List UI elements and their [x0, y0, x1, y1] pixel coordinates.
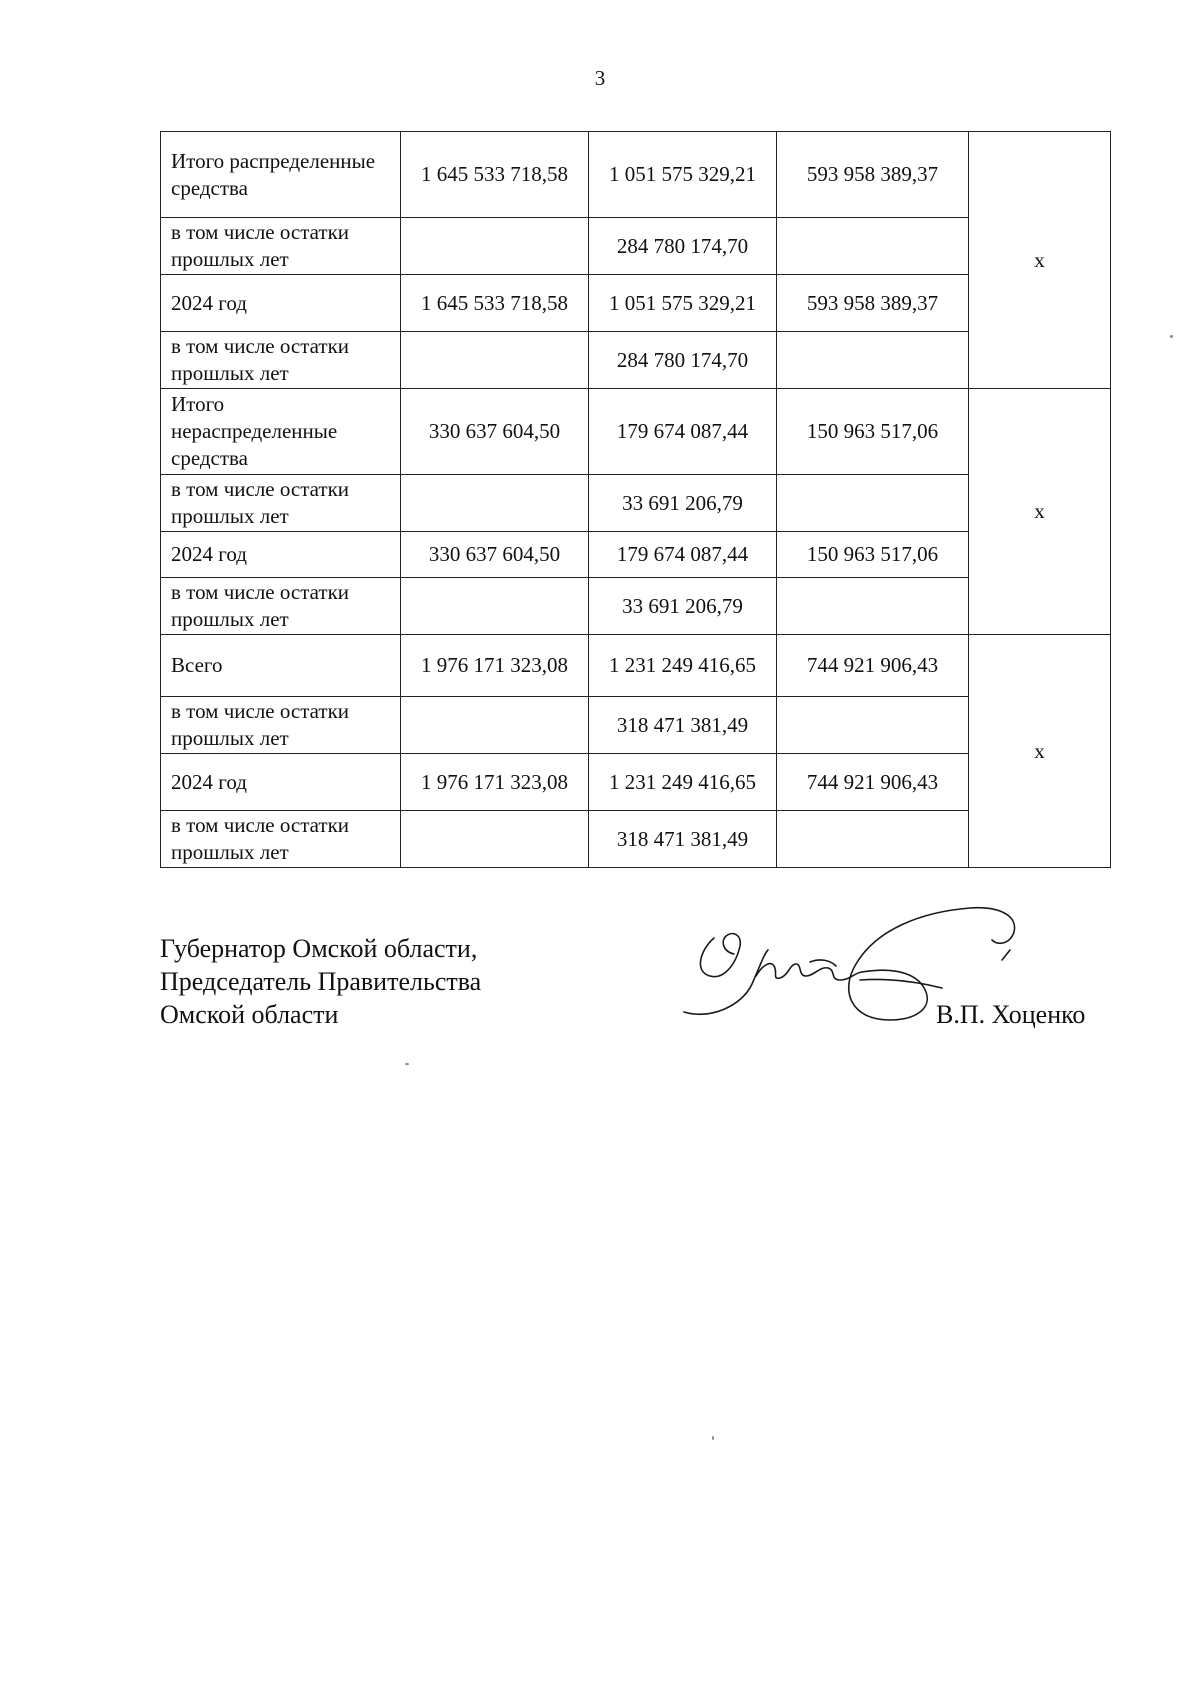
table-row	[161, 218, 1111, 275]
cell-col3: 150 963 517,06	[777, 532, 969, 578]
budget-table	[160, 131, 1111, 868]
group-distributed	[161, 132, 1111, 389]
signature-stroke	[860, 979, 942, 988]
row-label: Итого нераспределенные средства	[161, 389, 401, 475]
cell-col2: 179 674 087,44	[589, 532, 777, 578]
page-number: 3	[594, 66, 606, 90]
row-label: в том числе остатки прошлых лет	[161, 332, 401, 389]
cell-col3	[777, 697, 969, 754]
table-row	[161, 811, 1111, 868]
row-label: 2024 год	[161, 532, 401, 578]
signer-name: В.П. Хоценко	[936, 1000, 1086, 1029]
cell-col1	[401, 218, 589, 275]
table-row	[161, 532, 1111, 578]
cell-col1: 1 645 533 718,58	[401, 132, 589, 218]
cell-col1	[401, 811, 589, 868]
cell-col1: 1 645 533 718,58	[401, 275, 589, 332]
cell-col3: 744 921 906,43	[777, 635, 969, 697]
signer-position	[160, 932, 481, 1031]
table-row	[161, 754, 1111, 811]
cell-col3	[777, 578, 969, 635]
cell-col1: 330 637 604,50	[401, 389, 589, 475]
cell-mark: x	[969, 389, 1111, 635]
cell-col3: 593 958 389,37	[777, 275, 969, 332]
cell-col2: 33 691 206,79	[589, 578, 777, 635]
signature-stroke	[810, 960, 836, 966]
row-label: в том числе остатки прошлых лет	[161, 578, 401, 635]
scan-speck	[1170, 335, 1173, 338]
scan-speck	[712, 1436, 714, 1440]
position-line: Председатель Правительства	[160, 967, 482, 996]
table-row	[161, 635, 1111, 697]
cell-col3: 593 958 389,37	[777, 132, 969, 218]
table-row	[161, 389, 1111, 475]
cell-col1	[401, 578, 589, 635]
row-label: в том числе остатки прошлых лет	[161, 811, 401, 868]
cell-col1	[401, 332, 589, 389]
position-line: Омской области	[160, 1000, 339, 1029]
cell-col2: 1 051 575 329,21	[589, 132, 777, 218]
cell-col2: 318 471 381,49	[589, 697, 777, 754]
table-row	[161, 132, 1111, 218]
row-label: 2024 год	[161, 754, 401, 811]
cell-col3	[777, 475, 969, 532]
cell-col2: 179 674 087,44	[589, 389, 777, 475]
cell-col2: 33 691 206,79	[589, 475, 777, 532]
cell-col1: 1 976 171 323,08	[401, 754, 589, 811]
cell-col3	[777, 218, 969, 275]
table-row	[161, 578, 1111, 635]
cell-col2: 284 780 174,70	[589, 218, 777, 275]
row-label: 2024 год	[161, 275, 401, 332]
row-label: Итого распределенные средства	[161, 132, 401, 218]
row-label: Всего	[161, 635, 401, 697]
cell-col2: 284 780 174,70	[589, 332, 777, 389]
table-row	[161, 475, 1111, 532]
row-label: в том числе остатки прошлых лет	[161, 697, 401, 754]
cell-col3	[777, 332, 969, 389]
signature-stroke	[756, 964, 862, 980]
cell-col3: 744 921 906,43	[777, 754, 969, 811]
signature-stroke	[684, 950, 768, 1014]
position-line: Губернатор Омской области,	[160, 934, 478, 963]
cell-col2: 318 471 381,49	[589, 811, 777, 868]
cell-col2: 1 231 249 416,65	[589, 754, 777, 811]
cell-col1: 1 976 171 323,08	[401, 635, 589, 697]
cell-col2: 1 231 249 416,65	[589, 635, 777, 697]
group-undistributed	[161, 389, 1111, 635]
cell-col3	[777, 811, 969, 868]
scan-speck	[405, 1063, 409, 1065]
cell-col1	[401, 475, 589, 532]
table-row	[161, 697, 1111, 754]
cell-col2: 1 051 575 329,21	[589, 275, 777, 332]
table-row	[161, 332, 1111, 389]
cell-col1: 330 637 604,50	[401, 532, 589, 578]
signature-stroke	[1002, 950, 1010, 960]
cell-mark: x	[969, 635, 1111, 868]
table-row	[161, 275, 1111, 332]
group-total	[161, 635, 1111, 868]
cell-col1	[401, 697, 589, 754]
cell-mark: x	[969, 132, 1111, 389]
signature-stroke	[700, 934, 740, 977]
row-label: в том числе остатки прошлых лет	[161, 475, 401, 532]
row-label: в том числе остатки прошлых лет	[161, 218, 401, 275]
cell-col3: 150 963 517,06	[777, 389, 969, 475]
